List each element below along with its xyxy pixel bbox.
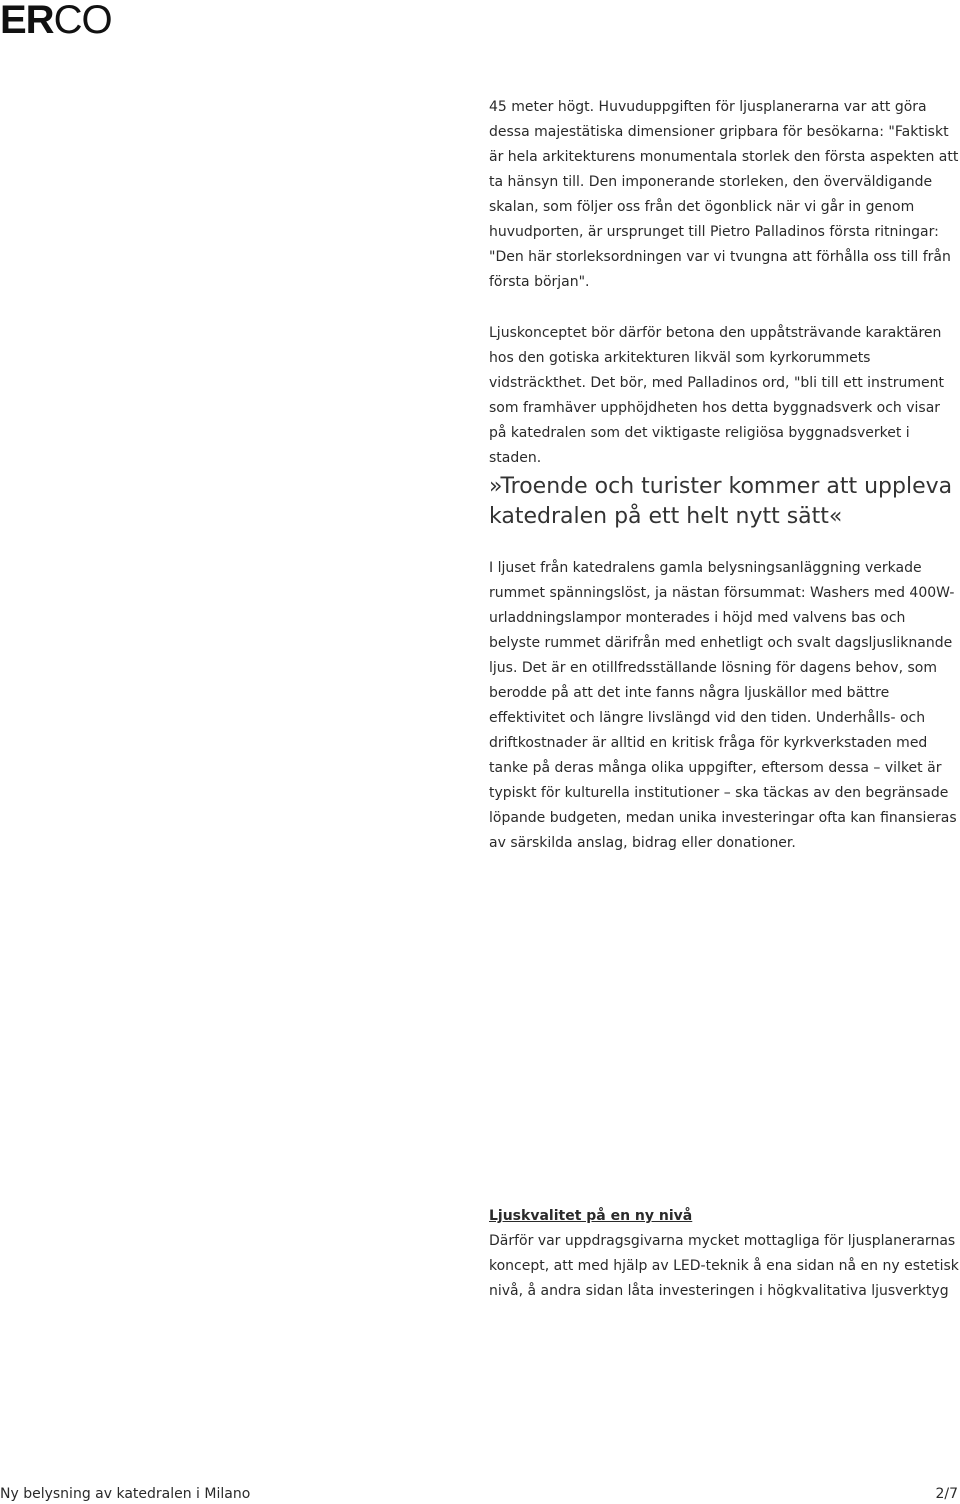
footer-page-number: 2/7 [935,1486,958,1502]
section-text: Därför var uppdragsgivarna mycket mottagliga för ljusplanerarnas koncept, att med hjälp av LED-teknik å ena sidan nå en ny estetisk nivå, å andra sidan låta investeringen i högkvalitativa ljusverktyg [489,1233,959,1299]
logo-bold-part: ER [0,0,54,42]
section-quality [489,1204,959,1304]
erco-logo [0,0,112,40]
section-title: Ljuskvalitet på en ny nivå [489,1208,693,1224]
body-paragraph-2: Ljuskonceptet bör därför betona den uppåtsträvande karaktären hos den gotiska arkitekturen likväl som kyrkorummets vidsträckthet. Det bör, med Palladinos ord, "bli till ett instrument som framhäver upphöjdheten hos detta byggnadsverk och visar på katedralen som det viktigaste religiösa byggnadsverket i staden. [489,325,944,466]
footer-document-title: Ny belysning av katedralen i Milano [0,1486,251,1502]
body-paragraph-3: I ljuset från katedralens gamla belysningsanläggning verkade rummet spänningslöst, ja nästan försummat: Washers med 400W-urladdningslampor monterades i höjd med valvens bas och belyste rummet därifrån med enhetligt och svalt dagsljusliknande ljus. Det är en otillfredsställande lösning för dagens behov, som berodde på att det inte fanns några ljuskällor med bättre effektivitet och längre livslängd vid den tiden. Underhålls- och driftkostnader är alltid en kritisk fråga för kyrkverkstaden med tanke på deras många olika uppgifter, eftersom dessa – vilket är typiskt för kulturella institutioner – ska täckas av den begränsade löpande budgeten, medan unika investeringar ofta kan finansieras av särskilda anslag, bidrag eller donationer. [489,560,957,851]
pull-quote: »Troende och turister kommer att uppleva katedralen på ett helt nytt sätt« [489,474,953,529]
body-paragraph-1: 45 meter högt. Huvuduppgiften för ljusplanerarna var att göra dessa majestätiska dimensioner gripbara för besökarna: "Faktiskt är hela arkitekturens monumentala storlek den första aspekten att ta hänsyn till. Den imponerande storleken, den överväldigande skalan, som följer oss från det ögonblick när vi går in genom huvudporten, är ursprunget till Pietro Palladinos första ritningar: "Den här storleksordningen var vi tvungna att förhålla oss till från första början". [489,99,959,290]
logo-light-part: CO [53,0,112,42]
